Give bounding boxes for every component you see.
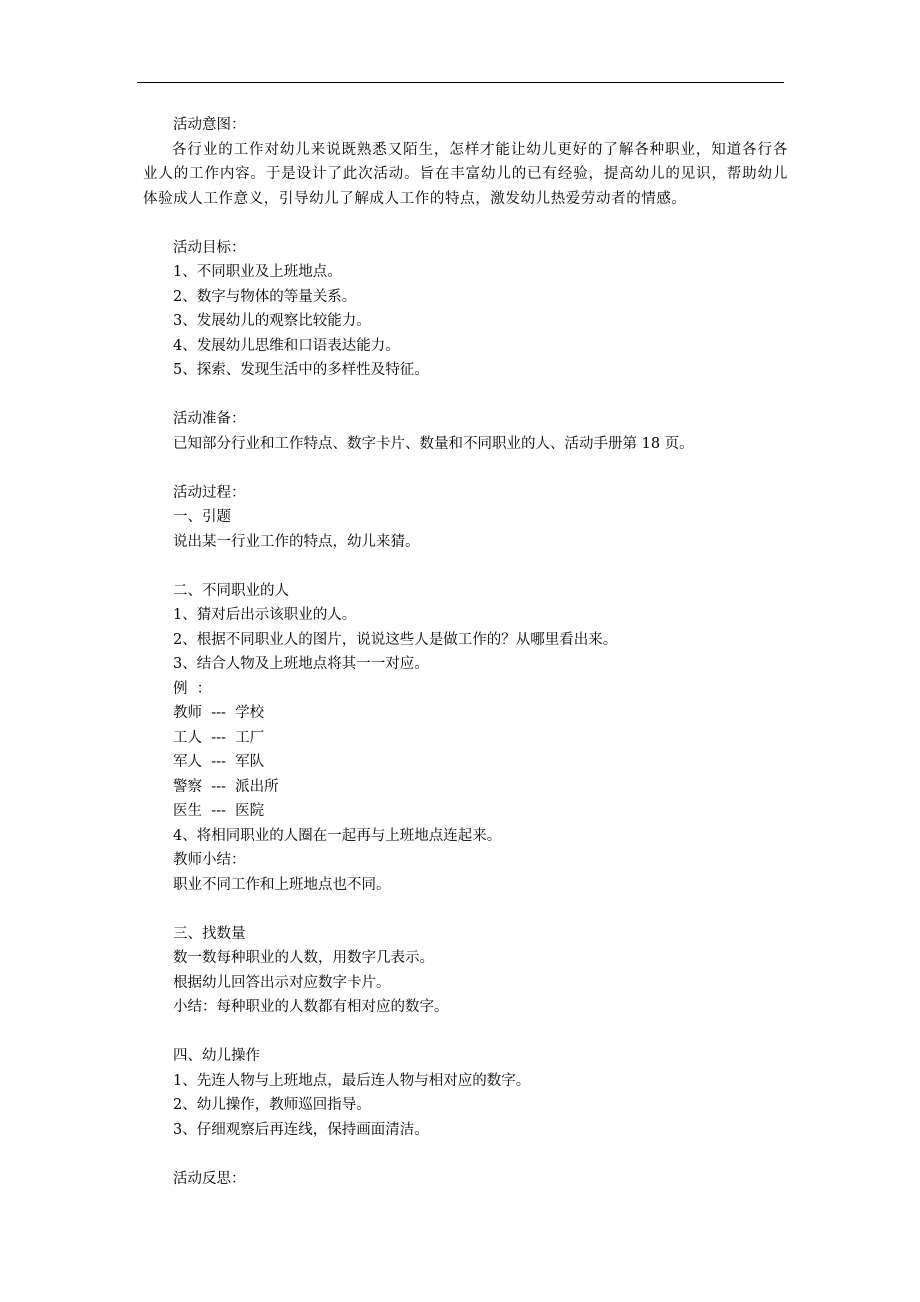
section-line: 4、将相同职业的人圈在一起再与上班地点连起来。 [173,827,502,844]
section-line: 2、根据不同职业人的图片，说说这些人是做工作的？从哪里看出来。 [173,631,618,648]
section-line: 1、先连人物与上班地点，最后连人物与相对应的数字。 [173,1072,531,1089]
section-line: 医生 --- 医院 [173,803,265,819]
section-line: 警察 --- 派出所 [173,778,279,795]
section-line: 1、猜对后出示该职业的人。 [173,607,357,623]
goal-item: 2、数字与物体的等量关系。 [173,288,357,305]
section-title: 二、不同职业的人 [173,582,289,599]
goal-item: 4、发展幼儿思维和口语表达能力。 [173,337,400,354]
section-title: 三、找数量 [173,925,246,942]
section-line: 说出某一行业工作的特点，幼儿来猜。 [173,533,420,550]
prep-heading: 活动准备： [173,411,246,427]
section-line: 例 ： [173,680,212,697]
section-line: 2、幼儿操作，教师巡回指导。 [173,1097,371,1113]
section-line: 小结：每种职业的人数都有相对应的数字。 [173,999,449,1015]
section-line: 军人 --- 军队 [173,754,265,770]
section-title: 一、引题 [173,509,231,525]
intent-heading: 活动意图： [173,117,246,133]
section-line: 职业不同工作和上班地点也不同。 [173,876,391,893]
section-line: 工人 --- 工厂 [173,729,265,746]
goal-item: 5、探索、发现生活中的多样性及特征。 [173,362,429,378]
goal-item: 1、不同职业及上班地点。 [173,264,342,280]
intent-paragraph: 各行业的工作对幼儿来说既熟悉又陌生，怎样才能让幼儿更好的了解各种职业，知道各行各业人的工作内容。于是设计了此次活动。旨在丰富幼儿的已有经验，提高幼儿的见识，帮助幼儿体验成人工作意义，引导幼儿了解成人工作的特点，激发幼儿热爱劳动者的情感。 [143,141,788,207]
header-rule [137,82,784,83]
section-line: 3、结合人物及上班地点将其一一对应。 [173,656,429,672]
goals-heading: 活动目标： [173,239,246,256]
section-line: 根据幼儿回答出示对应数字卡片。 [173,974,391,991]
prep-text: 已知部分行业和工作特点、数字卡片、数量和不同职业的人、活动手册第 18 页。 [173,435,694,452]
reflection-heading: 活动反思： [173,1170,246,1187]
goal-item: 3、发展幼儿的观察比较能力。 [173,313,371,329]
section-line: 数一数每种职业的人数，用数字几表示。 [173,950,434,966]
section-title: 四、幼儿操作 [173,1048,260,1064]
document-body [143,113,788,1191]
process-heading: 活动过程： [173,484,246,501]
section-line: 教师小结： [173,852,246,868]
section-line: 3、仔细观察后再连线，保持画面清洁。 [173,1121,429,1138]
section-line: 教师 --- 学校 [173,705,265,721]
